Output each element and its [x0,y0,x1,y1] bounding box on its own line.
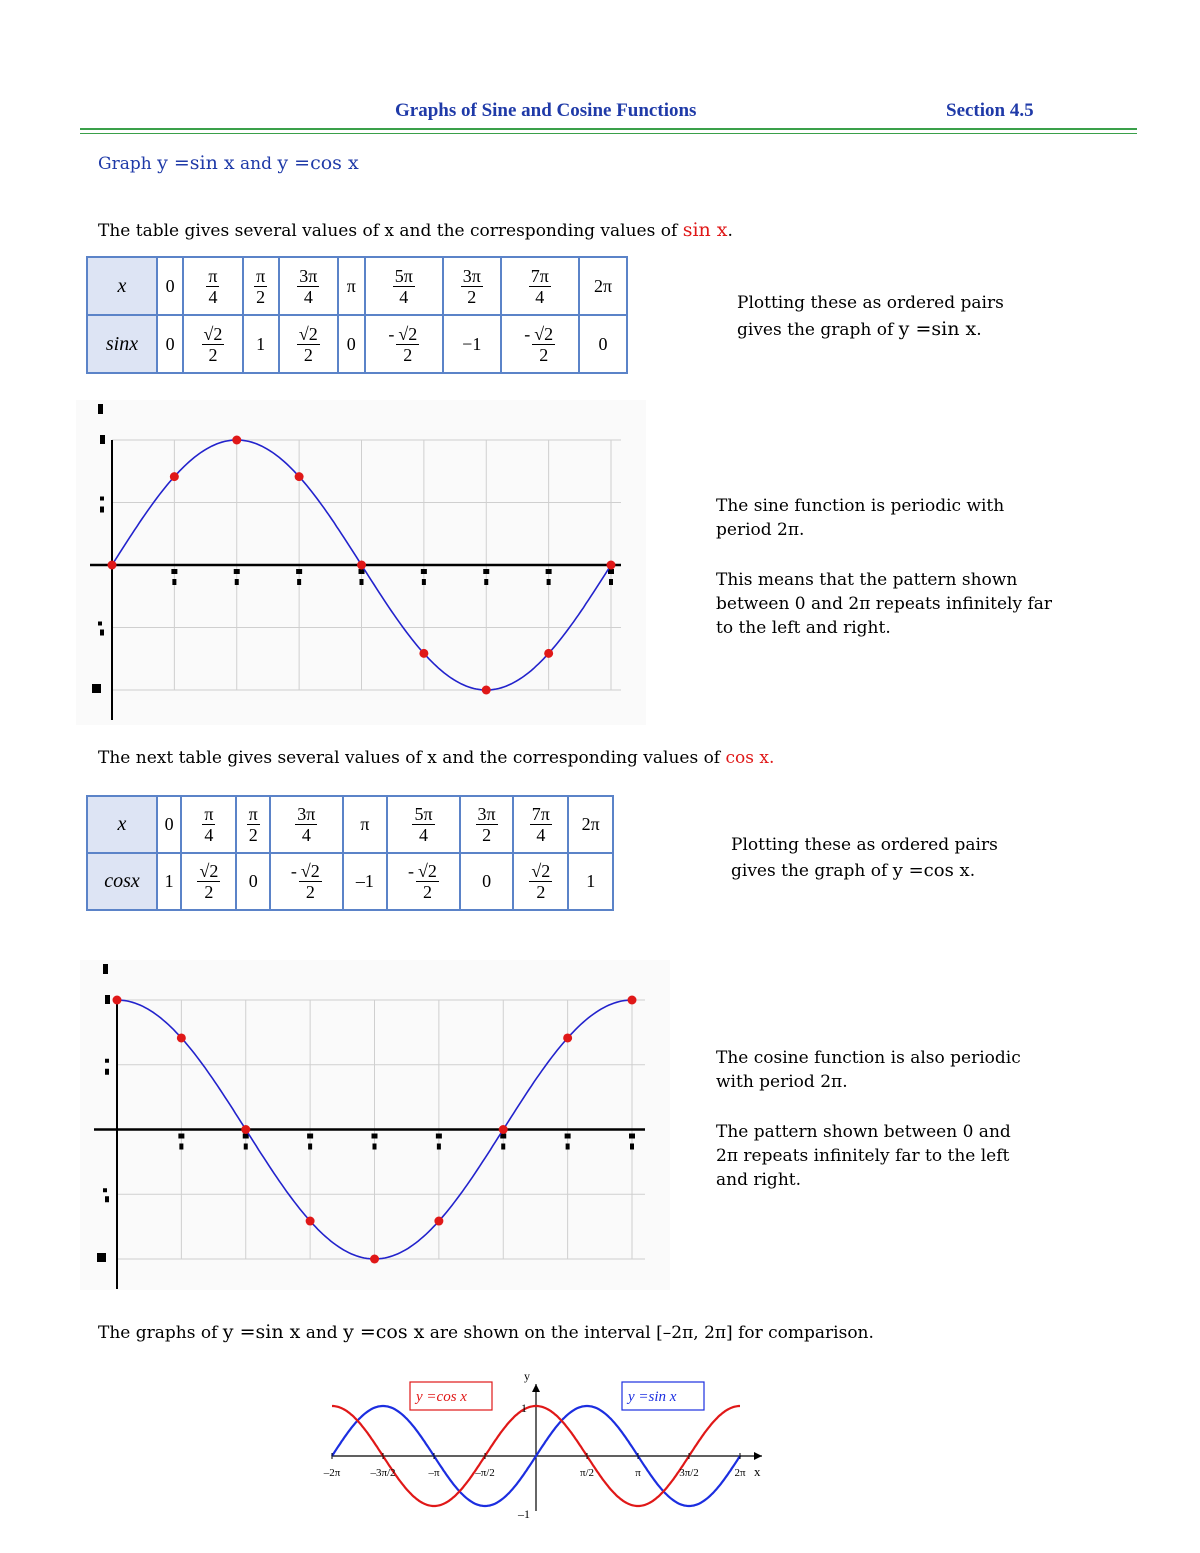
data-point [170,472,179,481]
cosine-plot-note-1: Plotting these as ordered pairs [731,835,998,855]
table-cell-x: $\frac{\pi}{2}$ [243,257,279,315]
y-axis-label: y [524,1370,530,1383]
data-point [232,436,241,445]
cosine-plot-note-2: gives the graph of [731,861,888,881]
x-tick-label: –π [428,1467,440,1479]
sine-plot-note-1: Plotting these as ordered pairs [737,293,1004,313]
y-tick-mark [92,684,101,693]
sine-period-note-2: This means that the pattern shown between 0 and 2π repeats infinitely far to the left and right. [716,570,1053,638]
x-tick-mark [308,1144,312,1150]
legend-cos: y =cos x [416,1389,467,1405]
table-cell-f: $\frac{√2}{2}$ [183,315,242,373]
cosine-sentence-func: cos x. [725,748,775,768]
table-header-x: x [87,796,157,853]
x-tick-mark [178,1134,184,1139]
comparison-and: and [305,1323,338,1343]
x-tick-mark [422,579,426,585]
y-tick-mark [105,1059,109,1063]
comparison-sentence [98,1320,874,1345]
table-cell-x: 2π [568,796,613,853]
sine-table-sentence: The table gives several values of x and the corresponding values of sin x. [98,219,733,241]
cosine-period-note-2: The pattern shown between 0 and 2π repeats infinitely far to the left and right. [716,1122,1011,1190]
data-point [295,472,304,481]
x-tick-mark [297,579,301,585]
cosine-period-note [716,1046,1036,1192]
table-cell-x: $\frac{\pi}{2}$ [236,796,269,853]
table-cell-f: 0 [236,853,269,910]
x-tick-mark [179,1144,183,1150]
table-cell-f: - $\frac{√2}{2}$ [501,315,579,373]
data-point [499,1125,508,1134]
page-title: Graphs of Sine and Cosine Functions [395,100,697,121]
data-point [357,561,366,570]
header-rule-thin [80,133,1137,134]
data-point [113,996,122,1005]
y-tick-mark [105,1069,109,1075]
data-point [108,561,117,570]
intro-and: and [240,154,272,174]
comparison-eq-cos: y =cos x [343,1321,425,1343]
sine-value-table [86,256,628,374]
y-tick-mark [100,435,105,444]
comparison-eq-sin: y =sin x [222,1321,301,1343]
table-cell-x: $\frac{\pi}{4}$ [181,796,236,853]
table-cell-x: π [343,796,387,853]
cosine-chart [80,960,670,1290]
data-point [563,1033,572,1042]
x-tick-label: –π/2 [475,1467,495,1479]
x-tick-label: π/2 [579,1467,595,1479]
x-tick-label: –3π/2 [370,1467,396,1479]
x-tick-mark [566,1144,570,1150]
table-cell-f: 1 [243,315,279,373]
table-cell-f: 1 [568,853,613,910]
x-tick-label: 2π [734,1467,746,1479]
table-row-x [87,257,627,315]
data-point [482,686,491,695]
sine-plot-note: Plotting these as ordered pairs gives the graph of y =sin x. [737,290,1004,343]
x-axis-label: x [754,1464,761,1479]
table-header-f: cosx [87,853,157,910]
table-cell-x: $\frac{5\pi}{4}$ [365,257,443,315]
x-tick-label: π [635,1467,641,1479]
table-cell-f: 0 [338,315,364,373]
x-tick-mark [436,1134,442,1139]
table-cell-x: $\frac{3\pi}{4}$ [270,796,343,853]
table-row-x [87,796,613,853]
table-cell-f: - $\frac{√2}{2}$ [270,853,343,910]
x-tick-mark [296,569,302,574]
y-tick-label: 1 [521,1401,527,1415]
x-tick-mark [609,579,613,585]
table-cell-f: $\frac{√2}{2}$ [181,853,236,910]
x-tick-label: –2π [323,1467,341,1479]
data-point [544,649,553,658]
x-tick-mark [546,569,552,574]
x-tick-mark [630,1144,634,1150]
y-tick-mark [105,1196,109,1202]
comparison-end: are shown on the interval [–2π, 2π] for comparison. [429,1323,874,1343]
y-tick-mark [98,622,102,626]
y-tick-mark [100,507,104,513]
sine-sentence-func: sin x [682,219,728,241]
data-point [177,1033,186,1042]
data-point [434,1217,443,1226]
sine-plot-note-2: gives the graph of [737,320,894,340]
table-cell-f: –1 [343,853,387,910]
x-tick-mark [235,579,239,585]
y-tick-mark [103,1188,107,1192]
x-tick-mark [373,1144,377,1150]
table-header-x: x [87,257,157,315]
cosine-value-table [86,795,614,911]
x-tick-mark [360,579,364,585]
x-tick-mark [234,569,240,574]
comparison-chart [300,1370,780,1550]
table-cell-x: 0 [157,257,183,315]
table-cell-x: $\frac{3\pi}{2}$ [460,796,513,853]
table-cell-f: −1 [443,315,501,373]
cosine-period-note-1: The cosine function is also periodic with period 2π. [716,1048,1021,1092]
table-cell-x: $\frac{3\pi}{2}$ [443,257,501,315]
y-tick-mark [105,995,110,1004]
intro-eq-cos: y =cos x [277,152,359,174]
comparison-start: The graphs of [98,1323,218,1343]
x-tick-mark [171,569,177,574]
sine-plot-note-eq: y =sin x [898,318,977,340]
graph-word: Graph [98,154,152,174]
table-cell-f: $\frac{√2}{2}$ [513,853,568,910]
y-tick-mark [97,1253,106,1262]
x-tick-mark [244,1144,248,1150]
x-tick-mark [629,1134,635,1139]
table-cell-f: 0 [579,315,627,373]
cosine-plot-note-eq: y =cos x [892,860,970,881]
cosine-plot-note: Plotting these as ordered pairs gives the graph of y =cos x. [731,832,998,884]
data-point [241,1125,250,1134]
table-cell-f: 0 [157,315,183,373]
y-tick-label: –1 [518,1507,530,1521]
table-row-f [87,853,613,910]
table-cell-f: 0 [460,853,513,910]
x-tick-label: 3π/2 [679,1467,699,1479]
table-cell-x: π [338,257,364,315]
header-rule [80,128,1137,130]
x-tick-mark [372,1134,378,1139]
y-tick-mark [100,630,104,636]
table-cell-f: - $\frac{√2}{2}$ [365,315,443,373]
table-cell-x: 0 [157,796,181,853]
sine-period-note-1: The sine function is periodic with period 2π. [716,496,1005,540]
legend-sin: y =sin x [628,1389,677,1405]
cosine-sentence-text: The next table gives several values of x and the corresponding values of [98,748,721,768]
sine-chart [76,400,646,725]
data-point [419,649,428,658]
x-axis-arrow [754,1452,762,1460]
x-tick-mark [421,569,427,574]
data-point [628,996,637,1005]
y-tick-mark [98,404,103,414]
cosine-table-sentence [98,746,774,770]
x-tick-mark [501,1144,505,1150]
x-tick-mark [483,569,489,574]
x-tick-mark [437,1144,441,1150]
table-cell-f: - $\frac{√2}{2}$ [387,853,460,910]
y-tick-mark [100,497,104,501]
sine-period-note [716,494,1056,640]
table-row-f [87,315,627,373]
x-tick-mark [547,579,551,585]
x-tick-mark [565,1134,571,1139]
data-point [370,1255,379,1264]
x-tick-mark [307,1134,313,1139]
table-cell-f: 1 [157,853,181,910]
y-tick-mark [103,964,108,974]
sine-sentence-text: The table gives several values of x and the corresponding values of [98,221,678,241]
table-cell-x: $\frac{7\pi}{4}$ [501,257,579,315]
section-label: Section 4.5 [946,100,1034,121]
y-axis-arrow [532,1384,540,1392]
table-cell-x: $\frac{3\pi}{4}$ [279,257,338,315]
x-tick-mark [172,579,176,585]
table-cell-f: $\frac{√2}{2}$ [279,315,338,373]
table-cell-x: $\frac{7\pi}{4}$ [513,796,568,853]
data-point [306,1217,315,1226]
data-point [607,561,616,570]
table-cell-x: $\frac{5\pi}{4}$ [387,796,460,853]
table-cell-x: $\frac{\pi}{4}$ [183,257,242,315]
x-tick-mark [484,579,488,585]
intro-eq-sin: y =sin x [157,152,235,174]
table-cell-x: 2π [579,257,627,315]
table-header-f: sinx [87,315,157,373]
intro-heading [98,152,359,174]
